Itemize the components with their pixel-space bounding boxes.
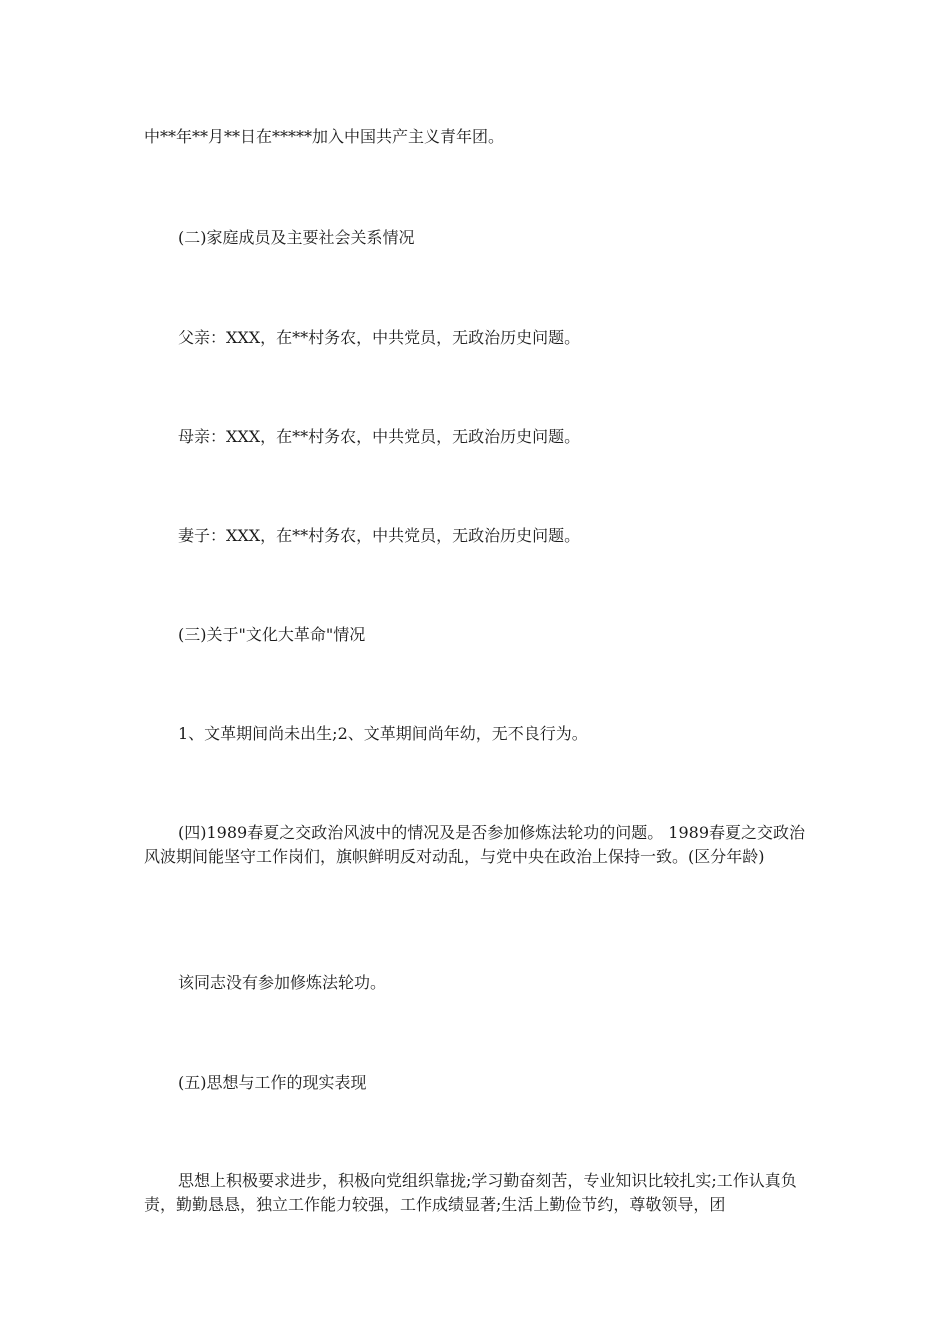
section-heading-performance: (五)思想与工作的现实表现 bbox=[178, 1073, 367, 1092]
section-1989-and-falungong: (四)1989春夏之交政治风波中的情况及是否参加修炼法轮功的问题。 1989春夏之交政治风波期间能坚守工作岗们，旗帜鲜明反对动乱，与党中央在政治上保持一致。(区分年龄) bbox=[144, 823, 806, 866]
section-heading-family-members: (二)家庭成员及主要社会关系情况 bbox=[178, 228, 415, 247]
paragraph-youth-league-join-date: 中**年**月**日在*****加入中国共产主义青年团。 bbox=[144, 127, 505, 146]
paragraph-cultural-revolution-status: 1、文革期间尚未出生;2、文革期间尚年幼，无不良行为。 bbox=[178, 724, 588, 743]
paragraph-father: 父亲：XXX，在**村务农，中共党员，无政治历史问题。 bbox=[178, 328, 581, 347]
section-heading-cultural-revolution: (三)关于"文化大革命"情况 bbox=[178, 625, 366, 644]
paragraph-wife: 妻子：XXX，在**村务农，中共党员，无政治历史问题。 bbox=[178, 526, 581, 545]
paragraph-mother: 母亲：XXX，在**村务农，中共党员，无政治历史问题。 bbox=[178, 427, 581, 446]
paragraph-performance-description: 思想上积极要求进步，积极向党组织靠拢;学习勤奋刻苦，专业知识比较扎实;工作认真负责，勤勤恳恳，独立工作能力较强，工作成绩显著;生活上勤俭节约，尊敬领导，团 bbox=[144, 1171, 797, 1214]
paragraph-no-falungong: 该同志没有参加修炼法轮功。 bbox=[178, 973, 387, 992]
